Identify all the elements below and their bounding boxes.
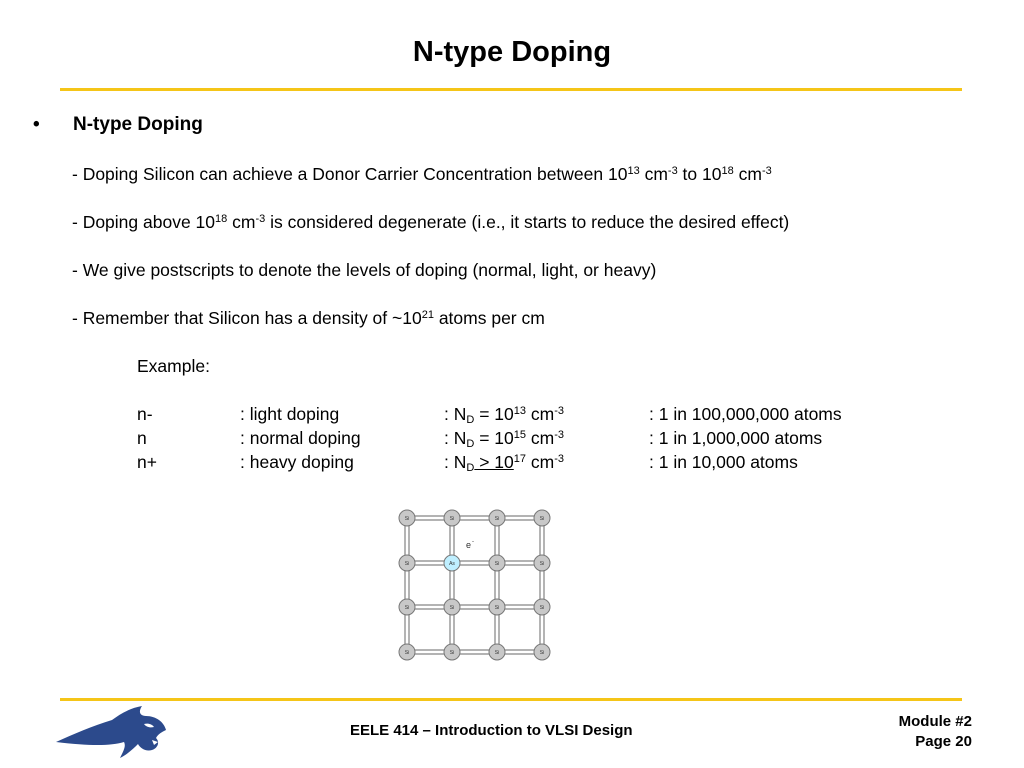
silicon-label: Si <box>539 650 545 656</box>
example-type: n <box>137 428 147 448</box>
nd-sub: D <box>466 462 475 474</box>
bottom-divider <box>60 698 962 701</box>
nd-prefix: : N <box>444 404 467 424</box>
page-number: Page 20 <box>915 733 972 750</box>
line-1-text-d: cm <box>733 164 762 184</box>
nd-exp: 13 <box>513 405 526 417</box>
line-4-text-a: - Remember that Silicon has a density of ~10 <box>72 308 422 328</box>
silicon-label: Si <box>539 605 545 611</box>
example-ratio: : 1 in 1,000,000 atoms <box>649 428 823 448</box>
line-1-sup-d: -3 <box>761 165 772 177</box>
example-desc: : normal doping <box>240 428 361 448</box>
silicon-label: Si <box>449 650 455 656</box>
silicon-label: Si <box>494 650 500 656</box>
line-1-text-b: cm <box>639 164 668 184</box>
example-type: n+ <box>137 452 157 472</box>
silicon-label: Si <box>449 516 455 522</box>
silicon-label: Si <box>494 561 500 567</box>
line-2-text-b: cm <box>227 212 256 232</box>
free-electron-label: e <box>466 540 472 550</box>
example-type: n- <box>137 404 153 424</box>
module-number: Module #2 <box>898 713 972 730</box>
line-2-text-c: is considered degenerate (i.e., it starts to reduce the desired effect) <box>265 212 790 232</box>
silicon-lattice-diagram <box>390 503 565 668</box>
silicon-label: Si <box>539 561 545 567</box>
text-line-1 <box>72 164 772 185</box>
arsenic-label: As <box>449 561 455 567</box>
line-1-text-a: - Doping Silicon can achieve a Donor Carrier Concentration between 10 <box>72 164 628 184</box>
nd-prefix: : N <box>444 452 467 472</box>
nd-relation: = 10 <box>474 428 514 448</box>
example-ratio: : 1 in 10,000 atoms <box>649 452 798 472</box>
slide-title: N-type Doping <box>412 36 612 68</box>
nd-unit-exp: -3 <box>554 429 564 441</box>
silicon-label: Si <box>404 650 410 656</box>
nd-relation: > 10 <box>474 452 514 472</box>
wildcat-logo-icon <box>54 704 169 762</box>
silicon-label: Si <box>494 605 500 611</box>
heading-text: N-type Doping <box>73 114 203 135</box>
nd-unit-exp: -3 <box>554 453 564 465</box>
top-divider <box>60 88 962 91</box>
page-info <box>899 712 972 752</box>
text-line-4 <box>72 308 545 329</box>
free-electron-sign: - <box>472 539 474 545</box>
line-2-sup-a: 18 <box>215 213 228 225</box>
example-ratio: : 1 in 100,000,000 atoms <box>649 404 842 424</box>
line-4-text-b: atoms per cm <box>433 308 545 328</box>
text-line-3 <box>72 260 656 281</box>
line-4-sup: 21 <box>421 309 434 321</box>
nd-sub: D <box>466 438 475 450</box>
silicon-label: Si <box>449 605 455 611</box>
line-2-sup-b: -3 <box>255 213 266 225</box>
example-nd <box>444 452 564 473</box>
silicon-label: Si <box>404 561 410 567</box>
nd-unit-exp: -3 <box>554 405 564 417</box>
nd-unit: cm <box>526 404 555 424</box>
silicon-label: Si <box>404 605 410 611</box>
nd-exp: 17 <box>513 453 526 465</box>
silicon-label: Si <box>494 516 500 522</box>
nd-relation: = 10 <box>474 404 514 424</box>
course-title: EELE 414 – Introduction to VLSI Design <box>350 722 633 739</box>
line-3-text: - We give postscripts to denote the levels of doping (normal, light, or heavy) <box>72 260 657 280</box>
example-desc: : heavy doping <box>240 452 354 472</box>
nd-prefix: : N <box>444 428 467 448</box>
nd-unit: cm <box>526 428 555 448</box>
nd-exp: 15 <box>513 429 526 441</box>
line-2-text-a: - Doping above 10 <box>72 212 216 232</box>
example-desc: : light doping <box>240 404 340 424</box>
nd-unit: cm <box>526 452 555 472</box>
line-1-text-c: to 10 <box>677 164 722 184</box>
bullet-heading <box>33 114 203 136</box>
nd-sub: D <box>466 414 475 426</box>
line-1-sup-c: 18 <box>721 165 734 177</box>
example-nd <box>444 428 564 449</box>
silicon-label: Si <box>404 516 410 522</box>
line-1-sup-b: -3 <box>667 165 678 177</box>
line-1-sup-a: 13 <box>627 165 640 177</box>
text-line-2 <box>72 212 789 233</box>
silicon-label: Si <box>539 516 545 522</box>
example-label: Example: <box>137 356 210 376</box>
bullet-dot: • <box>33 114 40 135</box>
example-nd <box>444 404 564 425</box>
